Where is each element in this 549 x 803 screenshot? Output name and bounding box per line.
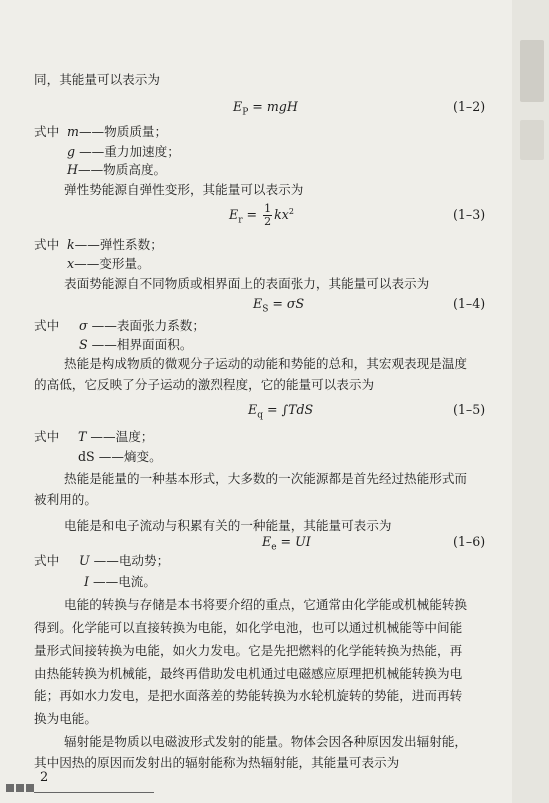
page-number: 2 [40,770,49,785]
text-line: 同，其能量可以表示为 [34,72,160,87]
var-def: H——物质高度。 [67,162,167,177]
var-def: I ——电流。 [84,574,156,589]
equation-number: (1–6) [453,534,486,549]
text-line: 弹性势能源自弹性变形，其能量可以表示为 [64,182,304,197]
var-def: S ——相界面面积。 [79,337,193,352]
text-line: 被利用的。 [34,492,97,507]
footer-ornament [6,784,14,792]
text-line: 热能是构成物质的微观分子运动的动能和势能的总和，其宏观表现是温度 [64,356,467,371]
text-line: 辐射能是物质以电磁波形式发射的能量。物体会因各种原因发出辐射能， [64,734,467,749]
equation-number: (1–2) [453,99,486,114]
equation-1-5: $E_q = \int TdS$ [248,402,314,421]
equation-number: (1–4) [453,296,486,311]
shizhong-label: 式中 [34,553,60,568]
text-line: 电能的转换与存储是本书将要介绍的重点，它通常由化学能或机械能转换 [64,597,467,612]
text-line: 的高低，它反映了分子运动的激烈程度，它的能量可以表示为 [34,377,375,392]
var-def: x——变形量。 [67,256,150,271]
shizhong-label: 式中 [34,237,60,252]
equation-1-6: $E_e$ = UI [262,534,311,553]
shizhong-label: 式中 [34,318,60,333]
var-def: T ——温度； [78,429,154,444]
text-line: 表面势能源自不同物质或相界面上的表面张力，其能量可以表示为 [64,276,430,291]
footer-ornament [26,784,34,792]
thumb-tab [520,40,544,102]
text-line: 量形式间接转换为电能，如火力发电。它是先把燃料的化学能转换为热能，再 [34,643,463,658]
equation-1-2: $E_P$ = mgH [233,99,298,118]
footer-ornament [16,784,24,792]
equation-1-3: $E_r$ = $\frac{1}{2}$ $kx^2$ [229,202,294,228]
var-def: k——弹性系数； [67,237,163,252]
var-def: g ——重力加速度； [67,144,180,159]
var-def: σ ——表面张力系数； [79,318,205,333]
text-line: 换为电能。 [34,711,97,726]
footer-rule [34,792,154,793]
var-def: m——物质质量； [67,124,168,139]
shizhong-label: 式中 [34,124,60,139]
text-line: 由热能转换为机械能，最终再借助发电机通过电磁感应原理把机械能转换为电 [34,666,463,681]
shizhong-label: 式中 [34,429,60,444]
text-line: 其中因热的原因而发射出的辐射能称为热辐射能，其能量可表示为 [34,755,400,770]
text-line: 能；再如水力发电，是把水面落差的势能转换为水轮机旋转的势能，进而再转 [34,688,463,703]
var-def: U ——电动势； [79,553,170,568]
equation-number: (1–5) [453,402,486,417]
text-line: 热能是能量的一种基本形式，大多数的一次能源都是首先经过热能形式而 [64,471,467,486]
var-def: dS ——熵变。 [78,449,162,464]
equation-number: (1–3) [453,207,486,222]
thumb-tab [520,120,544,160]
text-line: 得到。化学能可以直接转换为电能，如化学电池，也可以通过机械能等中间能 [34,620,463,635]
equation-1-4: $E_S = \sigma S$ [253,296,305,315]
text-line: 电能是和电子流动与积累有关的一种能量，其能量可表示为 [64,518,392,533]
